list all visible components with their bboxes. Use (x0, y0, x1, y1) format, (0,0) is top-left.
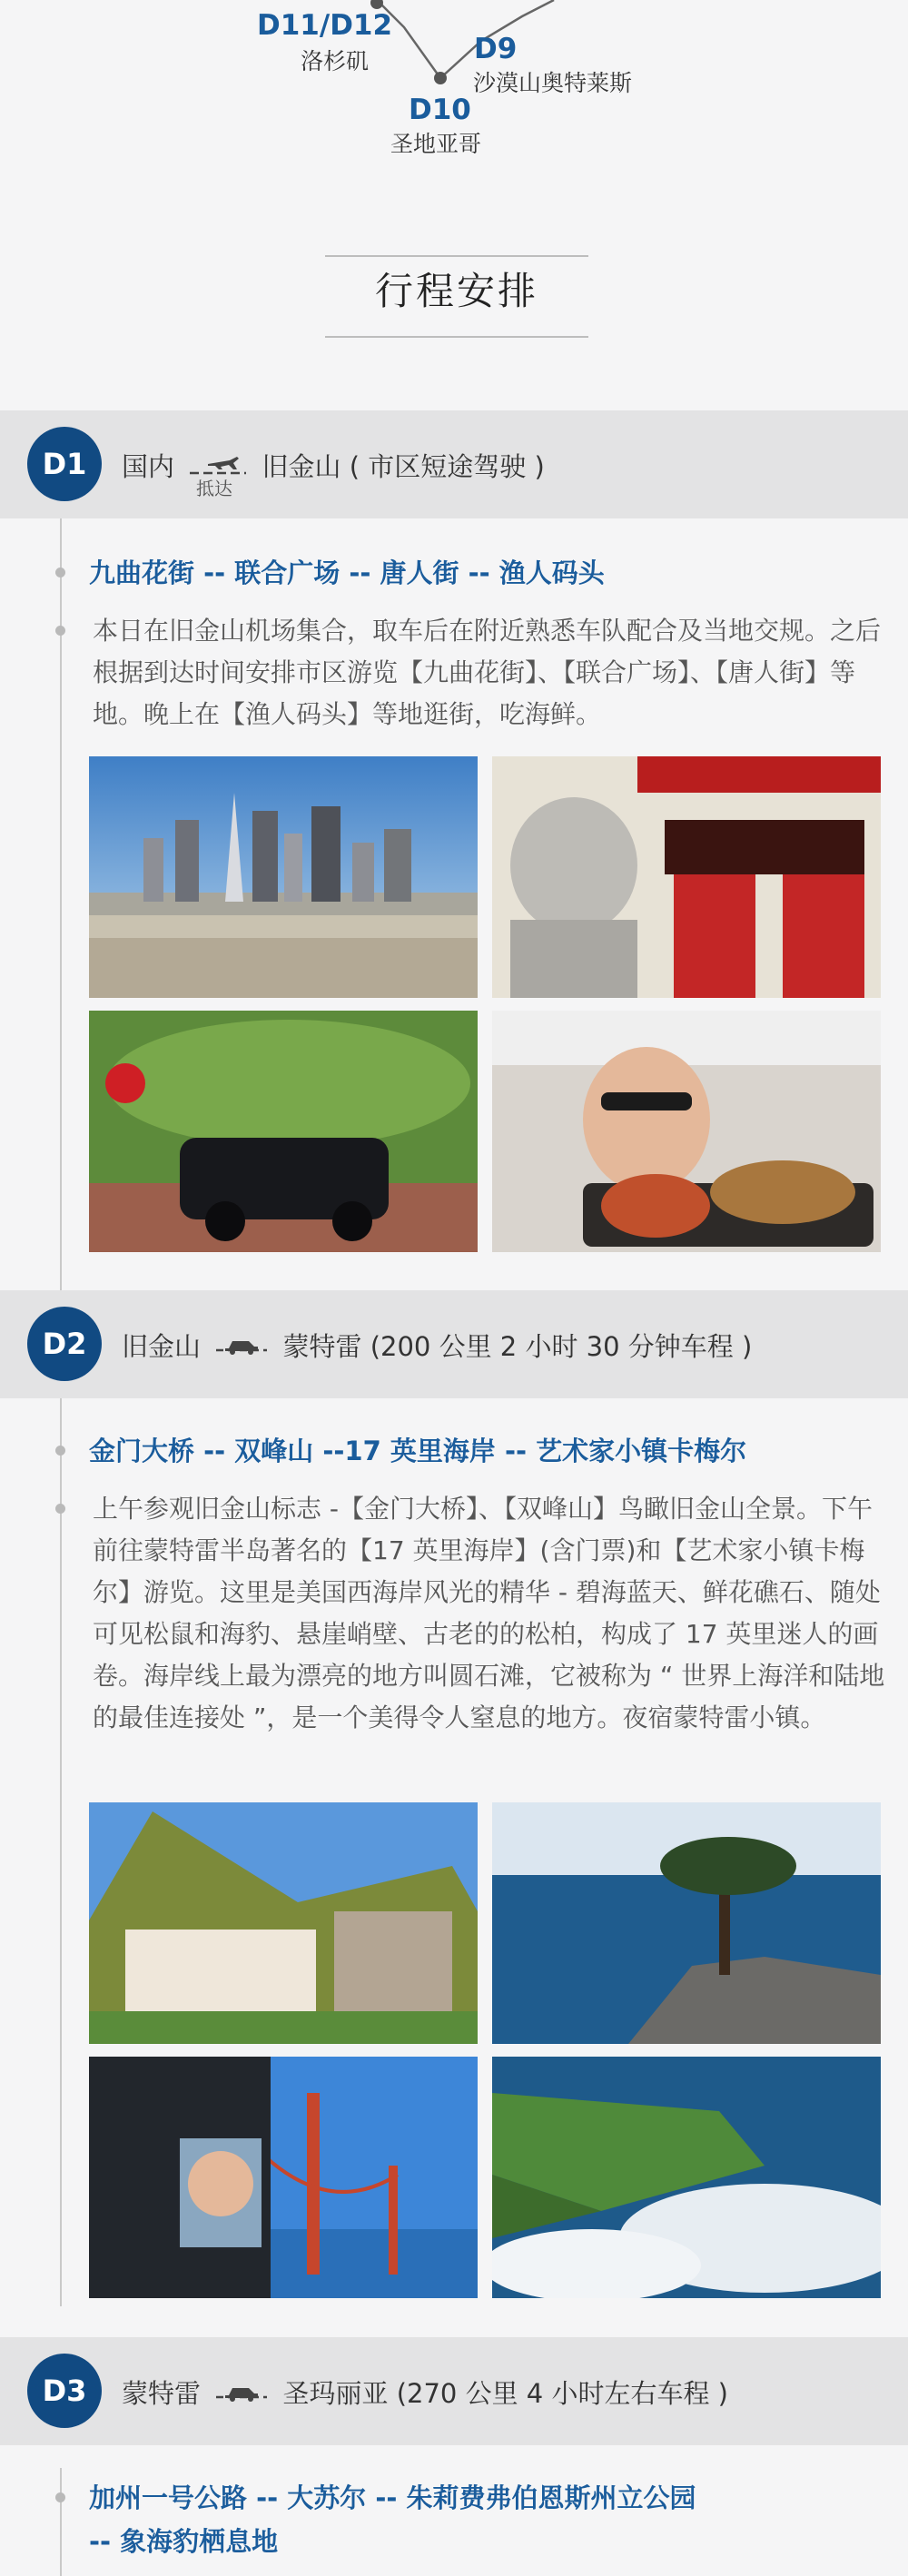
timeline-dot (55, 1446, 65, 1456)
route-heading: 金门大桥 -- 双峰山 --17 英里海岸 -- 艺术家小镇卡梅尔 (89, 1436, 747, 1466)
timeline-dot (55, 626, 65, 636)
timeline-dot (55, 2492, 65, 2502)
day-header-d3 (0, 2337, 908, 2445)
day-note: (200 公里 2 小时 30 分钟车程 ) (370, 1331, 753, 1362)
photo-carmel-cottage (89, 1802, 478, 2044)
photo-chinatown-lion (492, 756, 881, 998)
timeline-d3 (60, 2468, 62, 2576)
day-from: 蒙特雷 (122, 2378, 202, 2409)
day-badge: D3 (27, 2354, 102, 2428)
day-from: 旧金山 (122, 1331, 202, 1362)
section-divider-bottom (325, 336, 588, 338)
stop-code-d10: D10 (409, 94, 471, 126)
photo-pebble-beach (492, 2057, 881, 2298)
day-to: 圣玛丽亚 (282, 2378, 389, 2409)
day-to: 蒙特雷 (282, 1331, 362, 1362)
photo-lombard-street (89, 1011, 478, 1252)
photo-golden-gate-car (89, 2057, 478, 2298)
photo-lone-cypress (492, 1802, 881, 2044)
day-from: 国内 (122, 451, 175, 482)
timeline-dot (55, 568, 65, 577)
day-title (122, 1327, 752, 1364)
timeline-dot (55, 1504, 65, 1514)
day-title (122, 2374, 728, 2411)
arrive-label: 抵达 (196, 478, 232, 499)
day-description: 上午参观旧金山标志 -【金门大桥】、【双峰山】鸟瞰旧金山全景。下午前往蒙特雷半岛著名的【17 英里海岸】(含门票)和【艺术家小镇卡梅尔】游览。这里是美国西海岸风光的精华 - 碧海蓝天、鲜花礁石、随处可见松鼠和海豹、悬崖峭壁、古老的的松柏，构成了 17 英里迷人的画卷。海岸线上最为漂亮的地方叫圆石滩，它被称为 “ 世界上海洋和陆地的最佳连接处 ”，是一个美得令人窒息的地方。夜宿蒙特雷小镇。 (93, 1494, 885, 1732)
route-node-la (370, 0, 383, 9)
stop-code-d11-d12: D11/D12 (257, 9, 393, 42)
day-header-d1 (0, 410, 908, 518)
route-heading-line1: 加州一号公路 -- 大苏尔 -- 朱莉费弗伯恩斯州立公园 (89, 2482, 696, 2513)
stop-code-d9: D9 (474, 33, 518, 65)
stop-place-san-diego: 圣地亚哥 (390, 131, 482, 157)
photo-city-skyline (89, 756, 478, 998)
stop-place-la: 洛杉矶 (301, 48, 370, 74)
photo-crab-feast (492, 1011, 881, 1252)
route-heading: 九曲花街 -- 联合广场 -- 唐人街 -- 渔人码头 (89, 558, 605, 588)
day-badge: D1 (27, 427, 102, 501)
day-note: (270 公里 4 小时左右车程 ) (396, 2378, 728, 2409)
route-heading (89, 2476, 888, 2563)
section-title: 行程安排 (374, 269, 538, 313)
day-to: 旧金山 (262, 451, 341, 482)
route-node-d10 (434, 72, 447, 84)
route-heading-line2: -- 象海豹栖息地 (89, 2526, 279, 2557)
day-badge: D2 (27, 1307, 102, 1381)
day-note: ( 市区短途驾驶 ) (349, 451, 545, 482)
section-divider-top (325, 255, 588, 257)
day-title (122, 447, 545, 487)
car-icon (216, 2380, 267, 2411)
timeline-d2 (60, 1398, 62, 2306)
day-header-d2 (0, 1290, 908, 1398)
day-description: 本日在旧金山机场集合，取车后在附近熟悉车队配合及当地交规。之后根据到达时间安排市区游览【九曲花街】、【联合广场】、【唐人街】等地。晚上在【渔人码头】等地逛街，吃海鲜。 (93, 616, 882, 729)
stop-place-outlets: 沙漠山奥特莱斯 (473, 70, 633, 96)
car-icon (216, 1333, 267, 1364)
